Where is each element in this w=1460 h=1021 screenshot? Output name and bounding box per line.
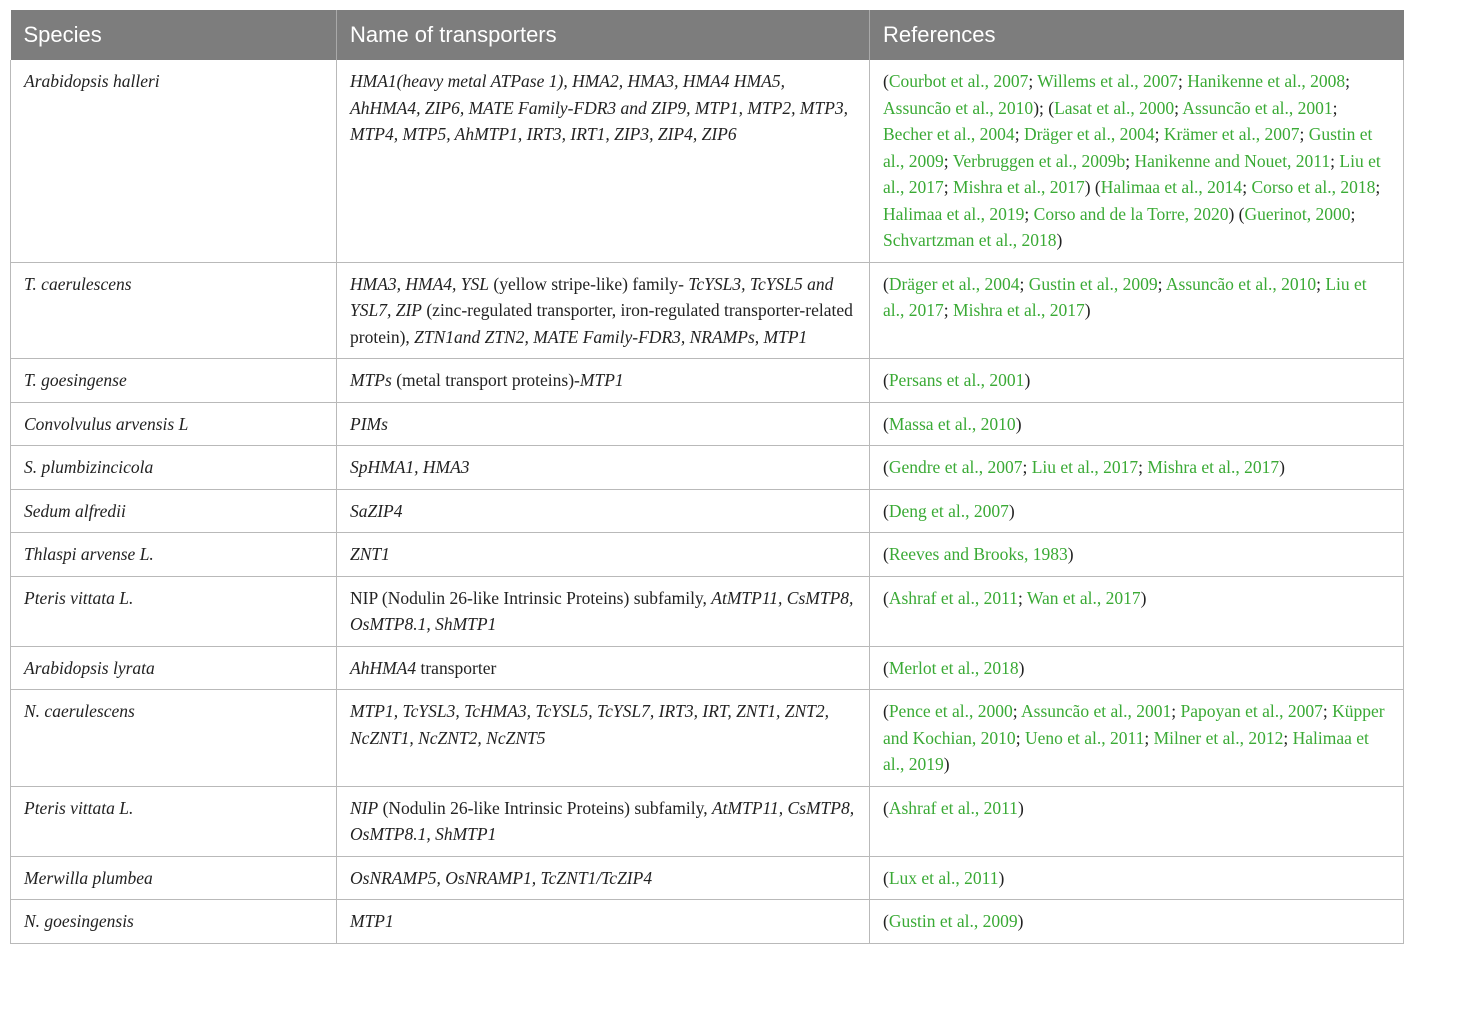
citation-link[interactable]: Gustin et al., 2009: [883, 124, 1373, 171]
citation-punctuation: ;: [1017, 587, 1027, 608]
citation-link[interactable]: Courbot et al., 2007: [888, 71, 1029, 91]
transporters-cell: [337, 489, 870, 533]
citation-link[interactable]: Corso and de la Torre, 2020: [1033, 203, 1229, 224]
table-row: [11, 786, 1404, 856]
citation-link[interactable]: Merlot et al., 2018: [888, 657, 1019, 678]
citation-punctuation: ;: [1330, 150, 1340, 171]
transporter-name: AtMTP11, CsMTP8, OsMTP8.1, ShMTP1: [350, 587, 854, 634]
references-cell: [870, 489, 1404, 533]
citation-link[interactable]: Assuncão et al., 2001: [1021, 701, 1172, 721]
table-row: [11, 646, 1404, 690]
citation-punctuation: ): [1056, 230, 1063, 250]
citation-punctuation: ); (: [1033, 97, 1055, 118]
transporters-cell: [337, 359, 870, 403]
citation-punctuation: ): [943, 754, 950, 774]
citation-punctuation: ;: [1019, 273, 1029, 294]
citation-punctuation: ;: [1014, 124, 1024, 144]
species-cell: T. caerulescens: [11, 262, 337, 359]
citation-link[interactable]: Guerinot, 2000: [1244, 203, 1351, 224]
citation-punctuation: ) (: [1228, 203, 1245, 224]
references-cell: [870, 646, 1404, 690]
transporter-name: OsNRAMP5, OsNRAMP1, TcZNT1/TcZIP4: [350, 867, 653, 888]
citation-link[interactable]: Schvartzman et al., 2018: [883, 230, 1057, 250]
citation-link[interactable]: Liu et al., 2017: [1031, 457, 1139, 477]
references-cell: [870, 900, 1404, 944]
transporter-text: transporter: [416, 657, 497, 678]
citation-punctuation: ;: [1350, 203, 1356, 224]
citation-punctuation: ;: [1375, 177, 1381, 197]
references-cell: [870, 359, 1404, 403]
species-cell: N. caerulescens: [11, 690, 337, 787]
citation-punctuation: (: [883, 911, 889, 931]
citation-punctuation: ;: [1345, 71, 1351, 91]
citation-link[interactable]: Ashraf et al., 2011: [888, 797, 1018, 818]
transporters-cell: [337, 646, 870, 690]
citation-link[interactable]: Wan et al., 2017: [1026, 587, 1141, 608]
citation-link[interactable]: Liu et al., 2017: [883, 150, 1381, 197]
table-row: [11, 533, 1404, 577]
citation-link[interactable]: Assuncão et al., 2010: [883, 97, 1034, 118]
references-cell: [870, 533, 1404, 577]
citation-punctuation: ): [1279, 457, 1285, 477]
citation-link[interactable]: Gustin et al., 2009: [1028, 273, 1158, 294]
citation-punctuation: ;: [1138, 457, 1148, 477]
citation-punctuation: (: [883, 273, 889, 294]
transporter-name: MTP1, TcYSL3, TcHMA3, TcYSL5, TcYSL7, IRT3, IRT, ZNT1, ZNT2, NcZNT1, NcZNT2, NcZNT5: [350, 701, 829, 748]
species-cell: Pteris vittata L.: [11, 576, 337, 646]
citation-punctuation: ;: [1174, 97, 1183, 118]
citation-punctuation: ;: [943, 177, 954, 197]
citation-link[interactable]: Halimaa et al., 2019: [883, 203, 1025, 224]
references-cell: [870, 402, 1404, 446]
citation-link[interactable]: Mishra et al., 2017: [953, 300, 1085, 320]
references-cell: [870, 446, 1404, 490]
citation-punctuation: ): [1140, 587, 1147, 608]
transporter-name: HMA3, HMA4, YSL: [350, 273, 490, 294]
transporters-cell: [337, 856, 870, 900]
citation-punctuation: (: [883, 457, 889, 477]
citation-punctuation: ;: [1332, 97, 1338, 118]
citation-punctuation: ;: [1028, 71, 1038, 91]
transporter-text: NIP (Nodulin 26-like Intrinsic Proteins) subfamily,: [350, 587, 712, 608]
transporter-name: ZTN1and ZTN2, MATE Family-FDR3, NRAMPs, MTP1: [414, 326, 808, 347]
citation-link[interactable]: Krämer et al., 2007: [1163, 124, 1300, 144]
citation-link[interactable]: Gendre et al., 2007: [888, 457, 1023, 477]
transporters-cell: [337, 446, 870, 490]
species-cell: Arabidopsis lyrata: [11, 646, 337, 690]
citation-punctuation: ): [1017, 911, 1024, 931]
citation-link[interactable]: Persans et al., 2001: [888, 370, 1025, 390]
citation-link[interactable]: Mishra et al., 2017: [1147, 457, 1280, 477]
table-row: [11, 489, 1404, 533]
citation-punctuation: ;: [1015, 727, 1025, 748]
citation-link[interactable]: Corso et al., 2018: [1251, 177, 1376, 197]
citation-link[interactable]: Willems et al., 2007: [1037, 71, 1178, 91]
citation-punctuation: ) (: [1084, 177, 1101, 197]
citation-punctuation: ;: [943, 150, 953, 171]
table-header: [11, 10, 1404, 60]
transporter-name: AtMTP11, CsMTP8, OsMTP8.1, ShMTP1: [350, 797, 855, 844]
transporter-name: TcYSL3, TcYSL5 and YSL7, ZIP: [350, 273, 834, 320]
citation-punctuation: ): [998, 867, 1005, 888]
citation-link[interactable]: Dräger et al., 2004: [888, 273, 1020, 294]
species-cell: S. plumbizincicola: [11, 446, 337, 490]
references-cell: [870, 856, 1404, 900]
citation-punctuation: ;: [1012, 701, 1022, 721]
references-cell: [870, 576, 1404, 646]
transporters-cell: [337, 786, 870, 856]
transporter-text: (metal transport proteins)-: [391, 370, 580, 390]
table-body: [11, 60, 1404, 943]
citation-punctuation: ;: [1316, 273, 1326, 294]
citation-punctuation: ;: [1024, 203, 1034, 224]
citation-punctuation: ): [1067, 544, 1074, 564]
citation-link[interactable]: Deng et al., 2007: [888, 500, 1009, 521]
table-row: [11, 690, 1404, 787]
transporters-cell: [337, 690, 870, 787]
transporter-name: SpHMA1, HMA3: [350, 457, 470, 477]
transporters-cell: [337, 576, 870, 646]
table-row: [11, 359, 1404, 403]
citation-link[interactable]: Küpper and Kochian, 2010: [883, 701, 1385, 748]
citation-link[interactable]: Dräger et al., 2004: [1023, 124, 1155, 144]
citation-link[interactable]: Milner et al., 2012: [1153, 727, 1284, 748]
citation-link[interactable]: Verbruggen et al., 2009b: [952, 150, 1126, 171]
citation-link[interactable]: Mishra et al., 2017: [953, 177, 1085, 197]
transporter-text: (yellow stripe-like) family-: [489, 273, 689, 294]
citation-punctuation: (: [883, 797, 889, 818]
citation-link[interactable]: Lasat et al., 2000: [1054, 97, 1175, 118]
table-row: [11, 60, 1404, 262]
citation-link[interactable]: Papoyan et al., 2007: [1180, 701, 1323, 721]
species-cell: T. goesingense: [11, 359, 337, 403]
citation-punctuation: ;: [1144, 727, 1154, 748]
table-row: [11, 402, 1404, 446]
citation-punctuation: ;: [1125, 150, 1135, 171]
transporter-name: HMA1(heavy metal ATPase 1), HMA2, HMA3, HMA4 HMA5, AhHMA4, ZIP6, MATE Family-FDR3 and ZIP9, MTP1, MTP2, MTP3, MTP4, MTP5, AhMTP1, IRT3, IRT1, ZIP3, ZIP4, ZIP6: [350, 71, 849, 144]
citation-punctuation: ;: [943, 300, 954, 320]
header-species: Species: [11, 10, 337, 60]
table-row: [11, 900, 1404, 944]
citation-link[interactable]: Hanikenne et al., 2008: [1187, 71, 1346, 91]
citation-punctuation: (: [883, 500, 889, 521]
citation-punctuation: (: [883, 701, 889, 721]
citation-punctuation: ): [1024, 370, 1031, 390]
citation-punctuation: (: [883, 370, 889, 390]
transporter-text: (zinc-regulated transporter, iron-regulated transporter-related protein),: [350, 300, 853, 347]
header-transporters: Name of transporters: [337, 10, 870, 60]
transporters-cell: [337, 900, 870, 944]
references-cell: [870, 690, 1404, 787]
citation-punctuation: ;: [1157, 273, 1166, 294]
transporter-name: SaZIP4: [350, 500, 403, 521]
citation-punctuation: ;: [1177, 71, 1188, 91]
citation-link[interactable]: Gustin et al., 2009: [888, 911, 1018, 931]
transporter-name: PIMs: [350, 413, 388, 434]
transporters-cell: [337, 402, 870, 446]
citation-punctuation: ): [1015, 413, 1022, 434]
citation-punctuation: (: [883, 413, 889, 434]
transporter-name: AhHMA4: [350, 657, 417, 678]
references-cell: [870, 262, 1404, 359]
citation-punctuation: (: [883, 867, 889, 888]
citation-link[interactable]: Hanikenne and Nouet, 2011: [1134, 150, 1331, 171]
citation-punctuation: ;: [1242, 177, 1252, 197]
transporter-name: MTPs: [350, 370, 392, 390]
references-cell: [870, 786, 1404, 856]
table-row: [11, 262, 1404, 359]
citation-punctuation: (: [883, 71, 889, 91]
citation-punctuation: ): [1008, 500, 1015, 521]
references-cell: [870, 60, 1404, 262]
header-references: References: [870, 10, 1404, 60]
citation-punctuation: ;: [1171, 701, 1181, 721]
citation-punctuation: ): [1017, 797, 1024, 818]
citation-link[interactable]: Reeves and Brooks, 1983: [888, 544, 1068, 564]
table-row: [11, 856, 1404, 900]
transporters-table: [10, 10, 1404, 944]
citation-punctuation: (: [883, 587, 889, 608]
citation-punctuation: ): [1084, 300, 1091, 320]
transporter-text: (Nodulin 26-like Intrinsic Proteins) subfamily,: [378, 797, 712, 818]
transporters-cell: [337, 533, 870, 577]
citation-link[interactable]: Liu et al., 2017: [883, 273, 1367, 320]
citation-link[interactable]: Halimaa et al., 2019: [883, 727, 1369, 774]
species-cell: Pteris vittata L.: [11, 786, 337, 856]
transporter-name: MTP1: [579, 370, 624, 390]
species-cell: Thlaspi arvense L.: [11, 533, 337, 577]
citation-link[interactable]: Ueno et al., 2011: [1024, 727, 1145, 748]
species-cell: Merwilla plumbea: [11, 856, 337, 900]
species-cell: Arabidopsis halleri: [11, 60, 337, 262]
citation-link[interactable]: Lux et al., 2011: [888, 867, 999, 888]
citation-punctuation: ;: [1154, 124, 1164, 144]
citation-punctuation: ;: [1283, 727, 1293, 748]
citation-punctuation: ;: [1299, 124, 1309, 144]
citation-punctuation: ;: [1322, 701, 1333, 721]
transporter-name: NIP: [350, 797, 379, 818]
transporters-cell: [337, 60, 870, 262]
citation-link[interactable]: Assuncão et al., 2010: [1165, 273, 1317, 294]
transporter-name: ZNT1: [350, 544, 390, 564]
transporter-name: MTP1: [350, 911, 394, 931]
citation-punctuation: ;: [1022, 457, 1032, 477]
citation-link[interactable]: Halimaa et al., 2014: [1100, 177, 1243, 197]
citation-link[interactable]: Massa et al., 2010: [888, 413, 1016, 434]
citation-punctuation: (: [883, 657, 889, 678]
table-row: [11, 446, 1404, 490]
table-row: [11, 576, 1404, 646]
species-cell: N. goesingensis: [11, 900, 337, 944]
citation-link[interactable]: Ashraf et al., 2011: [888, 587, 1018, 608]
citation-link[interactable]: Pence et al., 2000: [888, 701, 1013, 721]
species-cell: Sedum alfredii: [11, 489, 337, 533]
citation-link[interactable]: Becher et al., 2004: [883, 124, 1015, 144]
citation-punctuation: (: [883, 544, 889, 564]
species-cell: Convolvulus arvensis L: [11, 402, 337, 446]
citation-link[interactable]: Assuncão et al., 2001: [1182, 97, 1333, 118]
header-row: [11, 10, 1404, 60]
transporters-cell: [337, 262, 870, 359]
citation-punctuation: ): [1018, 657, 1025, 678]
